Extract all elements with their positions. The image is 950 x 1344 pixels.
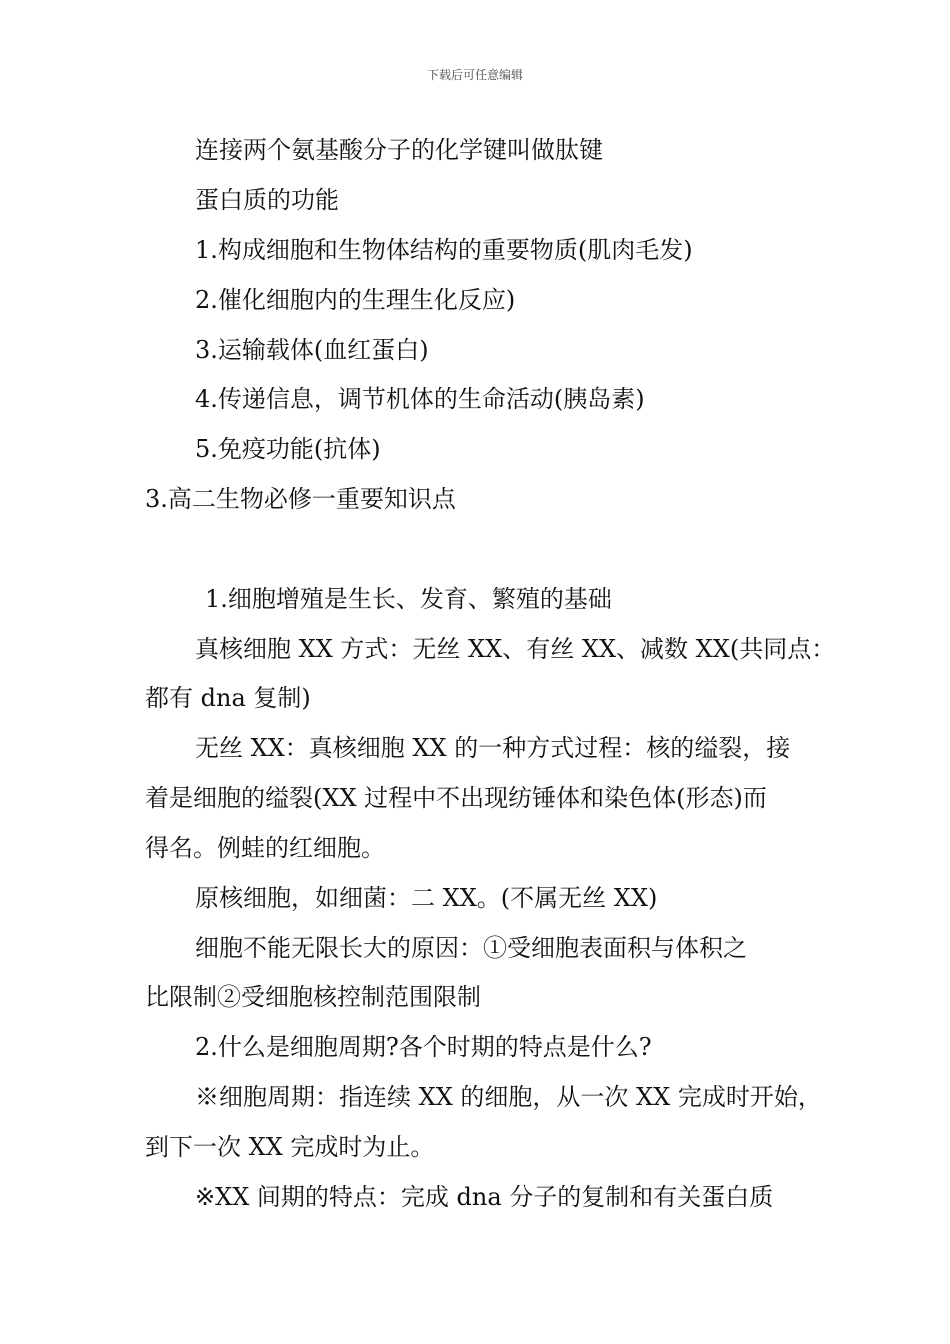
- text-line: 1.细胞增殖是生长、发育、繁殖的基础: [205, 585, 612, 613]
- text-line: 得名。例蛙的红细胞。: [145, 834, 385, 862]
- text-line: 着是细胞的缢裂(XX 过程中不出现纺锤体和染色体(形态)而: [145, 784, 767, 812]
- text-line: 4.传递信息，调节机体的生命活动(胰岛素): [195, 385, 645, 413]
- text-line: 2.催化细胞内的生理生化反应): [195, 286, 516, 314]
- text-line: 原核细胞，如细菌：二 XX。(不属无丝 XX): [195, 884, 658, 912]
- page-header-note: 下载后可任意编辑: [426, 68, 523, 82]
- section-heading: 3.高二生物必修一重要知识点: [145, 485, 456, 513]
- text-line: 1.构成细胞和生物体结构的重要物质(肌肉毛发): [195, 236, 693, 264]
- text-line: 5.免疫功能(抗体): [195, 435, 381, 463]
- text-line: 细胞不能无限长大的原因：①受细胞表面积与体积之: [195, 934, 747, 962]
- text-line: 真核细胞 XX 方式：无丝 XX、有丝 XX、减数 XX(共同点：: [195, 635, 836, 663]
- text-line: 比限制②受细胞核控制范围限制: [145, 983, 481, 1011]
- text-line: ※细胞周期：指连续 XX 的细胞，从一次 XX 完成时开始，: [195, 1083, 822, 1111]
- text-line: 无丝 XX：真核细胞 XX 的一种方式过程：核的缢裂，接: [195, 734, 791, 762]
- text-line: 3.运输载体(血红蛋白): [195, 336, 429, 364]
- text-line: 到下一次 XX 完成时为止。: [145, 1133, 435, 1161]
- text-line: ※XX 间期的特点：完成 dna 分子的复制和有关蛋白质: [195, 1183, 774, 1211]
- text-line: 连接两个氨基酸分子的化学键叫做肽键: [195, 136, 603, 164]
- text-line: 2.什么是细胞周期?各个时期的特点是什么?: [195, 1033, 652, 1061]
- text-line: 蛋白质的功能: [195, 186, 339, 214]
- text-line: 都有 dna 复制): [145, 684, 311, 712]
